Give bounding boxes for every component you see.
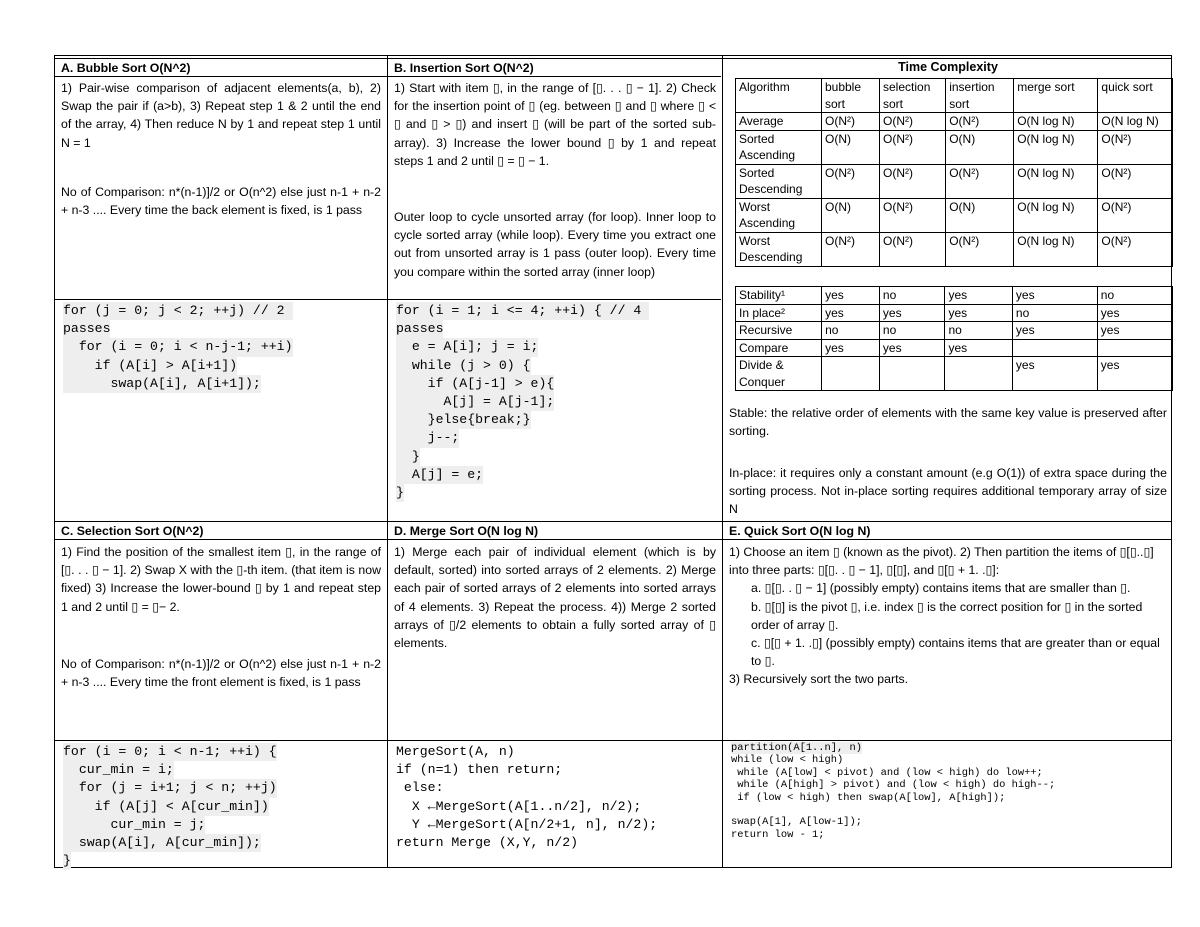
section-d-code: MergeSort(A, n) if (n=1) then return; else: X ←MergeSort(A[1..n/2], n/2); Y ←MergeSort(A[n/2+1, n], n/2); return Merge (X,Y, n/2): [396, 744, 658, 851]
table-row: [736, 322, 1173, 340]
table-cell: yes: [1012, 357, 1097, 391]
section-d-title: D. Merge Sort O(N log N): [394, 524, 539, 538]
table-row: [736, 113, 1173, 131]
table-cell: O(N²): [880, 130, 946, 164]
row-label: Worst Ascending: [736, 198, 822, 232]
section-a-steps: 1) Pair-wise comparison of adjacent elements(a, b), 2) Swap the pair if (a>b), 3) Repeat step 1 & 2 until the end of the array, 4) Then reduce N by 1 and repeat step 1 until N = 1: [61, 81, 381, 150]
table-cell: O(N²): [880, 113, 946, 131]
table-cell: yes: [1097, 322, 1172, 340]
table-row: [736, 287, 1173, 305]
section-b-steps: 1) Start with item ▯, in the range of [▯. . . ▯ − 1]. 2) Check for the insertion point of ▯ (eg. between ▯ and ▯ where ▯ < ▯ and ▯ > ▯) and insert ▯ (will be part of the sorted sub-array). 3) Increase the lower bound ▯ by 1 and repeat steps 1 and 2 until ▯ = ▯ − 1.: [394, 81, 716, 168]
table-cell: [822, 357, 880, 391]
table-cell: yes: [945, 339, 1012, 357]
table-cell: O(N²): [880, 164, 946, 198]
table-header-row: [736, 79, 1173, 113]
table-cell: O(N²): [821, 164, 879, 198]
section-c-code: for (i = 0; i < n-1; ++i) { cur_min = i; for (j = i+1; j < n; ++j) if (A[j] < A[cur_min]) cur_min = j; swap(A[i], A[cur_min]); }: [55, 741, 387, 870]
section-d-steps: 1) Merge each pair of individual element (which is by default, sorted) into sorted arrays of 2 elements. 2) Merge each pair of sorted arrays of 2 elements into sorted arrays of 4 elements. 3) Repeat the process. 4)) Merge 2 sorted arrays of ▯/2 elements to obtain a fully sorted array of ▯ elements.: [394, 545, 716, 651]
table-cell: O(N): [821, 198, 879, 232]
table-cell: O(N²): [946, 113, 1014, 131]
table-cell: [1012, 339, 1097, 357]
row-label: Average: [736, 113, 822, 131]
row-label: Worst Descending: [736, 232, 822, 266]
table-cell: yes: [1097, 304, 1172, 322]
table-cell: O(N log N): [1014, 113, 1098, 131]
table-cell: O(N log N): [1014, 232, 1098, 266]
table-cell: O(N²): [821, 113, 879, 131]
section-e-part-b: b. ▯[▯] is the pivot ▯, i.e. index ▯ is the correct position for ▯ in the sorted order of array ▯.: [751, 599, 1143, 632]
section-b-loops: Outer loop to cycle unsorted array (for loop). Inner loop to cycle sorted array (while loop). Every time you extract one out from unsorted array is 1 pass (outer loop). Every time you compare within the sorted array (inner loop): [394, 210, 716, 279]
row-label: Stability¹: [736, 287, 822, 305]
section-e-step-3: 3) Recursively sort the two parts.: [729, 672, 909, 687]
table-cell: no: [945, 322, 1012, 340]
cheat-sheet: [54, 55, 1172, 868]
table-cell: insertion sort: [946, 79, 1014, 113]
table-cell: yes: [945, 304, 1012, 322]
table-cell: O(N²): [1098, 198, 1173, 232]
row-label: Compare: [736, 339, 822, 357]
section-b-title: B. Insertion Sort O(N^2): [394, 61, 534, 75]
section-c-comparisons: No of Comparison: n*(n-1)]/2 or O(n^2) else just n-1 + n-2 + n-3 .... Every time the front element is fixed, is 1 pass: [61, 657, 381, 690]
table-row: [736, 232, 1173, 266]
table-row: [736, 130, 1173, 164]
table-cell: quick sort: [1098, 79, 1173, 113]
row-label: Sorted Descending: [736, 164, 822, 198]
section-a-comparisons: No of Comparison: n*(n-1)]/2 or O(n^2) else just n-1 + n-2 + n-3 .... Every time the back element is fixed, is 1 pass: [61, 185, 381, 218]
table-cell: no: [1012, 304, 1097, 322]
table-cell: yes: [1097, 357, 1172, 391]
section-a-title: A. Bubble Sort O(N^2): [61, 61, 191, 75]
table-cell: O(N log N): [1098, 113, 1173, 131]
table-cell: O(N²): [1098, 130, 1173, 164]
table-cell: no: [822, 322, 880, 340]
table-cell: yes: [822, 339, 880, 357]
table-cell: yes: [1012, 322, 1097, 340]
table-cell: O(N): [946, 198, 1014, 232]
table-cell: [945, 357, 1012, 391]
table-cell: yes: [822, 287, 880, 305]
stable-note: Stable: the relative order of elements with the same key value is preserved after sorting.: [729, 406, 1167, 439]
time-complexity-title: Time Complexity: [898, 60, 998, 74]
table-cell: selection sort: [880, 79, 946, 113]
table-row: [736, 164, 1173, 198]
section-e-steps: [723, 541, 1173, 689]
table-cell: yes: [879, 304, 945, 322]
section-e-part-c: c. ▯[▯ + 1. .▯] (possibly empty) contains items that are greater than or equal to ▯.: [751, 636, 1160, 669]
row-label: Recursive: [736, 322, 822, 340]
table-cell: O(N²): [821, 232, 879, 266]
table-cell: yes: [879, 339, 945, 357]
table-cell: O(N log N): [1014, 130, 1098, 164]
table-cell: O(N²): [946, 232, 1014, 266]
inplace-note: In-place: it requires only a constant amount (e.g O(1)) of extra space during the sorting process. Not in-place sorting requires additional temporary array of size N: [729, 466, 1167, 517]
table-cell: O(N): [946, 130, 1014, 164]
table-cell: yes: [945, 287, 1012, 305]
table-cell: bubble sort: [821, 79, 879, 113]
row-label: Sorted Ascending: [736, 130, 822, 164]
table-row: [736, 339, 1173, 357]
section-e-title: E. Quick Sort O(N log N): [729, 524, 871, 538]
table-cell: O(N): [821, 130, 879, 164]
table-cell: no: [879, 322, 945, 340]
complexity-table: [735, 78, 1173, 267]
table-cell: O(N²): [880, 198, 946, 232]
table-cell: O(N²): [1098, 164, 1173, 198]
table-row: [736, 198, 1173, 232]
table-cell: O(N²): [946, 164, 1014, 198]
table-cell: yes: [1012, 287, 1097, 305]
table-cell: [879, 357, 945, 391]
table-cell: O(N²): [880, 232, 946, 266]
row-label: Divide & Conquer: [736, 357, 822, 391]
section-e-step-1: 1) Choose an item ▯ (known as the pivot). 2) Then partition the items of ▯[▯..▯] into three parts: ▯[▯. . ▯ − 1], ▯[▯], and ▯[▯ + 1. .▯]:: [729, 545, 1154, 578]
table-row: [736, 304, 1173, 322]
time-complexity-panel: [723, 56, 1173, 521]
section-e-code: partition(A[1..n], n) while (low < high) while (A[low] < pivot) and (low < high) do low++; while (A[high] > pivot) and (low < high) do high--; if (low < high) then swap(A[low], A[high]); swap(A[1], A[low-1]); return low - 1;: [731, 742, 1056, 841]
table-cell: yes: [822, 304, 880, 322]
table-cell: O(N²): [1098, 232, 1173, 266]
table-cell: no: [1097, 287, 1172, 305]
table-cell: merge sort: [1014, 79, 1098, 113]
section-c-title: C. Selection Sort O(N^2): [61, 524, 204, 538]
properties-table: [735, 286, 1173, 391]
table-cell: O(N log N): [1014, 198, 1098, 232]
table-cell: O(N log N): [1014, 164, 1098, 198]
row-label: In place²: [736, 304, 822, 322]
table-cell: no: [879, 287, 945, 305]
table-cell: [1097, 339, 1172, 357]
section-c-steps: 1) Find the position of the smallest item ▯, in the range of [▯. . . ▯ − 1]. 2) Swap X with the ▯-th item. (that item is now fixed) 3) Increase the lower-bound ▯ by 1 and repeat step 1 and 2 until ▯ = ▯− 2.: [61, 545, 381, 614]
section-e-part-a: a. ▯[▯. . ▯ − 1] (possibly empty) contains items that are smaller than ▯.: [751, 581, 1131, 596]
row-label: Algorithm: [736, 79, 822, 113]
section-b-code: for (i = 1; i <= 4; ++i) { // 4 passes e = A[i]; j = i; while (j > 0) { if (A[j-1] > e){ A[j] = A[j-1]; }else{break;} j--; } A[j] = e; }: [388, 300, 722, 502]
section-a-code: for (j = 0; j < 2; ++j) // 2 passes for (i = 0; i < n-j-1; ++i) if (A[i] > A[i+1]) swap(A[i], A[i+1]);: [55, 300, 387, 393]
table-row: [736, 357, 1173, 391]
